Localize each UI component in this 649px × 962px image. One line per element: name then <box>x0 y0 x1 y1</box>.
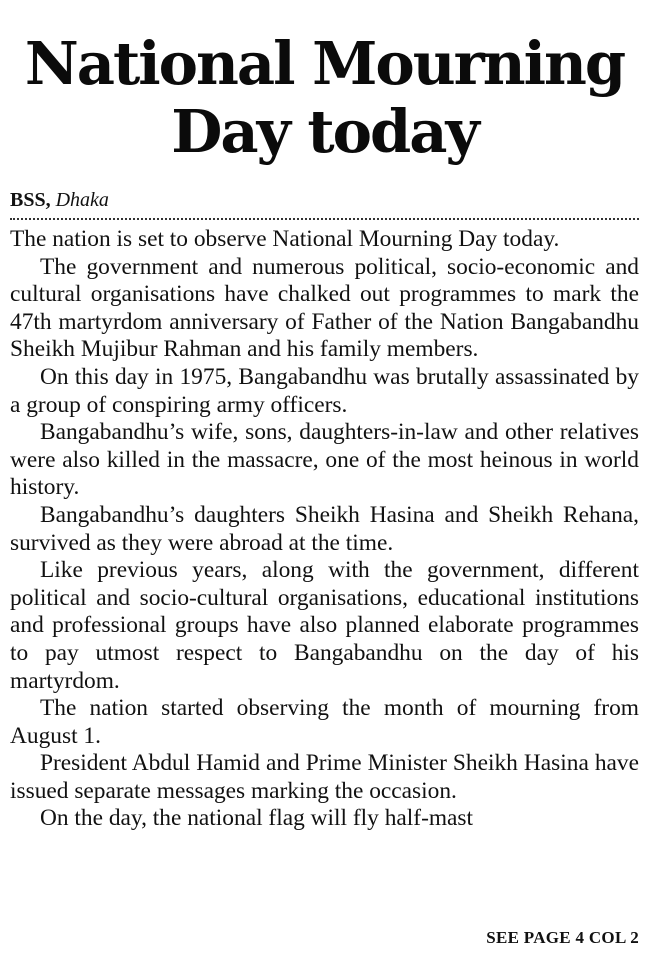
paragraph: On the day, the national flag will fly half-mast <box>40 805 474 832</box>
byline-location: Dhaka <box>55 189 109 211</box>
paragraph: Bangabandhu’s daughters Sheikh Hasina and Sheikh Rehana, survived as they were abroad at the time. <box>10 501 639 556</box>
byline-agency: BSS, <box>10 189 51 211</box>
continuation-jump-line: SEE PAGE 4 COL 2 <box>486 928 639 947</box>
article-body <box>10 226 639 833</box>
byline <box>10 188 639 212</box>
dotted-divider <box>10 218 639 220</box>
paragraph: President Abdul Hamid and Prime Minister Sheikh Hasina have issued separate messages marking the occasion. <box>10 750 639 804</box>
paragraph: The government and numerous political, socio-economic and cultural organisations have chalked out programmes to mark the 47th martyrdom anniversary of Father of the Nation Bangabandhu Sheikh Mujibur Rahman and his family members. <box>10 253 639 363</box>
headline: National Mourning Day today <box>24 29 625 166</box>
paragraph: The nation is set to observe National Mourning Day today. <box>10 226 560 252</box>
paragraph: On this day in 1975, Bangabandhu was brutally assassinated by a group of conspiring army officers. <box>10 363 639 418</box>
paragraph: Bangabandhu’s wife, sons, daughters-in-law and other relatives were also killed in the massacre, one of the most heinous in world history. <box>10 419 639 501</box>
paragraph: Like previous years, along with the government, different political and socio-cultural organisations, educational institutions and professional groups have also planned elaborate programmes to pay utmost respect to Bangabandhu on the day of his martyrdom. <box>10 557 639 694</box>
paragraph: The nation started observing the month of mourning from August 1. <box>10 695 639 749</box>
